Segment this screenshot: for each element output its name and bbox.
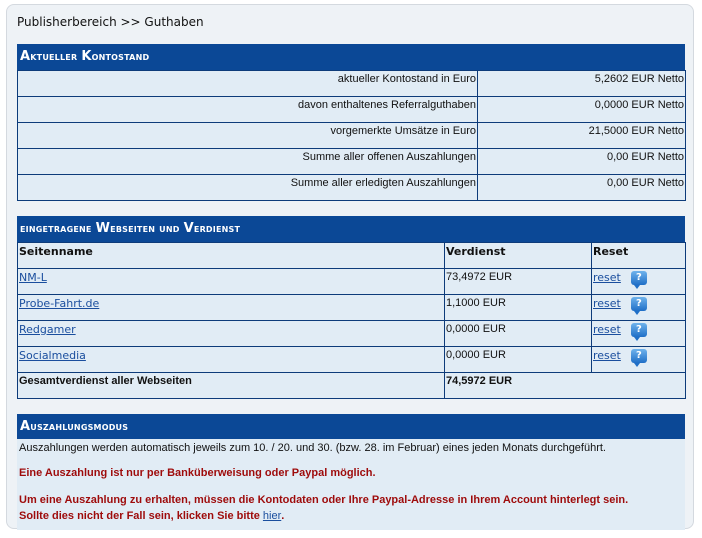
reset-link[interactable]: reset [593, 349, 621, 362]
balance-value: 21,5000 EUR Netto [478, 123, 686, 149]
websites-section [17, 216, 685, 399]
title-char: V [183, 221, 194, 236]
table-row [18, 321, 686, 347]
title-char: A [20, 49, 31, 64]
title-char: W [95, 221, 111, 236]
title-text: ontostand [91, 50, 150, 63]
warning-text: Um eine Auszahlung zu erhalten, müssen die Kontodaten oder Ihre Paypal-Adresse in Ihrem Account hinterlegt sein. [19, 494, 629, 506]
balance-label: davon enthaltenes Referralguthaben [18, 97, 478, 123]
total-row [18, 373, 686, 399]
balance-section [17, 44, 685, 201]
earnings-cell: 0,0000 EUR [445, 321, 592, 347]
warning-text: . [281, 510, 285, 522]
site-cell [18, 321, 445, 347]
reset-cell [592, 321, 686, 347]
site-link[interactable]: Redgamer [19, 323, 76, 336]
help-icon[interactable]: ? [631, 349, 647, 363]
site-link[interactable]: NM-L [19, 271, 47, 284]
site-cell [18, 347, 445, 373]
site-link[interactable]: Probe-Fahrt.de [19, 297, 100, 310]
column-header-site: Seitenname [18, 243, 445, 269]
title-char: A [20, 419, 31, 434]
table-row [18, 347, 686, 373]
content-panel [6, 4, 694, 529]
payout-account-warning [19, 492, 683, 524]
help-icon[interactable]: ? [631, 323, 647, 337]
table-row [18, 97, 686, 123]
balance-value: 5,2602 EUR Netto [478, 71, 686, 97]
table-row [18, 149, 686, 175]
earnings-cell: 1,1000 EUR [445, 295, 592, 321]
title-char: K [81, 49, 92, 64]
title-text: uszahlungsmodus [30, 420, 129, 433]
column-header-earnings: Verdienst [445, 243, 592, 269]
payout-info-text: Auszahlungen werden automatisch jeweils zum 10. / 20. und 30. (bzw. 28. im Februar) eines jeden Monats durchgeführt. [19, 442, 606, 454]
earnings-cell: 73,4972 EUR [445, 269, 592, 295]
breadcrumb: Publisherbereich >> Guthaben [17, 15, 204, 29]
title-text: eingetragene [20, 222, 96, 235]
table-row [18, 295, 686, 321]
title-text: erdienst [193, 222, 241, 235]
site-cell [18, 295, 445, 321]
balance-value: 0,00 EUR Netto [478, 175, 686, 201]
site-cell [18, 269, 445, 295]
help-icon[interactable]: ? [631, 297, 647, 311]
payout-body [17, 439, 685, 530]
table-row [18, 175, 686, 201]
balance-label: Summe aller erledigten Auszahlungen [18, 175, 478, 201]
title-text: ebseiten und [110, 222, 184, 235]
total-value: 74,5972 EUR [445, 373, 686, 399]
balance-value: 0,00 EUR Netto [478, 149, 686, 175]
balance-table [17, 70, 686, 201]
balance-section-title [17, 44, 685, 70]
payout-section [17, 414, 685, 530]
title-text: ktueller [30, 50, 82, 63]
table-row [18, 123, 686, 149]
balance-label: Summe aller offenen Auszahlungen [18, 149, 478, 175]
table-header-row [18, 243, 686, 269]
reset-link[interactable]: reset [593, 323, 621, 336]
help-icon[interactable]: ? [631, 271, 647, 285]
balance-value: 0,0000 EUR Netto [478, 97, 686, 123]
table-row [18, 71, 686, 97]
warning-text: Sollte dies nicht der Fall sein, klicken Sie bitte [19, 510, 263, 522]
earnings-cell: 0,0000 EUR [445, 347, 592, 373]
column-header-reset: Reset [592, 243, 686, 269]
payout-section-title [17, 414, 685, 439]
websites-section-title [17, 216, 685, 242]
websites-table [17, 242, 686, 399]
site-link[interactable]: Socialmedia [19, 349, 86, 362]
reset-cell [592, 269, 686, 295]
payout-method-warning: Eine Auszahlung ist nur per Banküberweisung oder Paypal möglich. [19, 467, 376, 479]
reset-cell [592, 347, 686, 373]
table-row [18, 269, 686, 295]
reset-link[interactable]: reset [593, 271, 621, 284]
reset-cell [592, 295, 686, 321]
balance-label: aktueller Kontostand in Euro [18, 71, 478, 97]
reset-link[interactable]: reset [593, 297, 621, 310]
total-label: Gesamtverdienst aller Webseiten [18, 373, 445, 399]
balance-label: vorgemerkte Umsätze in Euro [18, 123, 478, 149]
here-link[interactable]: hier [262, 510, 282, 522]
